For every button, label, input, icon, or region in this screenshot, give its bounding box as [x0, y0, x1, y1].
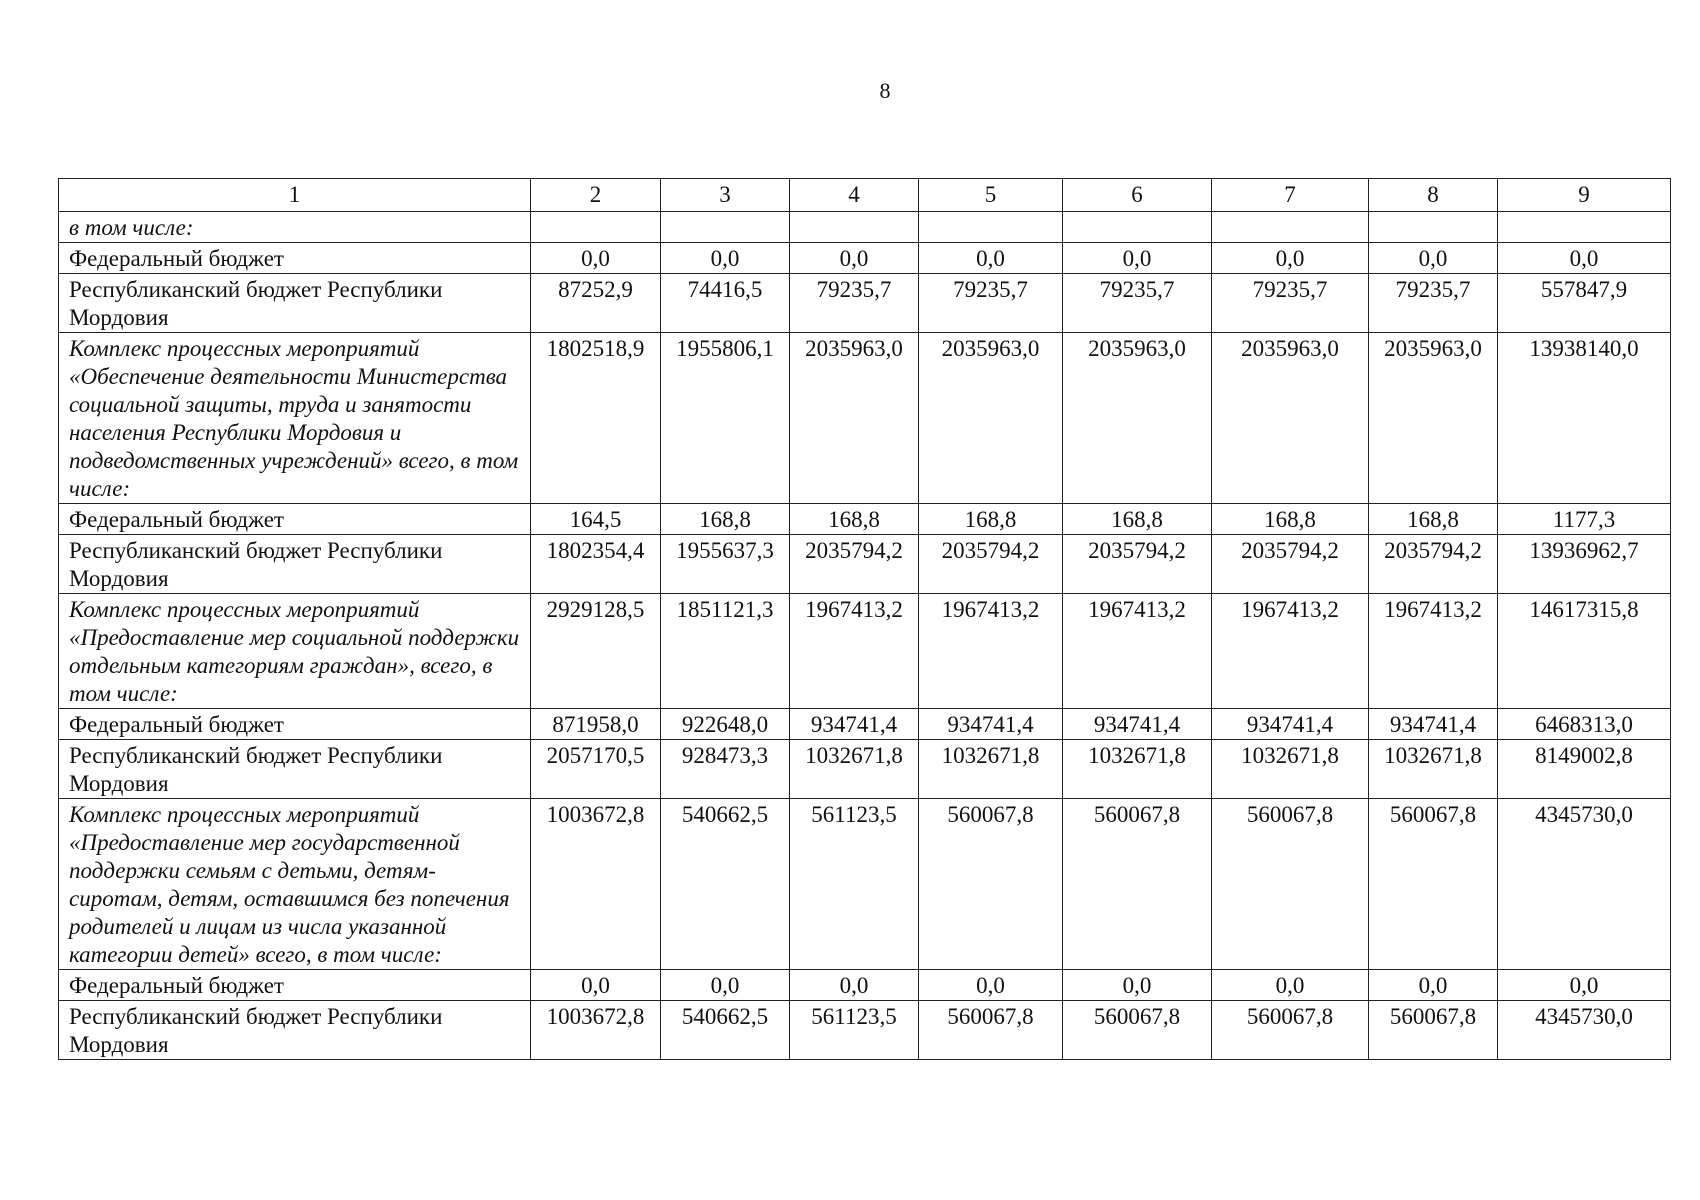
- value-cell: 1177,3: [1498, 504, 1671, 535]
- value-cell: 560067,8: [919, 1001, 1063, 1060]
- value-cell: 0,0: [919, 970, 1063, 1001]
- column-number: 9: [1498, 179, 1671, 212]
- value-cell: 0,0: [531, 243, 661, 274]
- value-cell: 2035794,2: [790, 535, 919, 594]
- budget-table: [58, 178, 1671, 1060]
- row-label: Федеральный бюджет: [59, 970, 531, 1001]
- value-cell: 0,0: [790, 970, 919, 1001]
- value-cell: 79235,7: [1212, 274, 1369, 333]
- value-cell: 2035794,2: [919, 535, 1063, 594]
- value-cell: 14617315,8: [1498, 594, 1671, 709]
- value-cell: 0,0: [919, 243, 1063, 274]
- row-label: Республиканский бюджет Республики Мордовия: [59, 274, 531, 333]
- value-cell: 540662,5: [661, 799, 790, 970]
- value-cell: 934741,4: [790, 709, 919, 740]
- value-cell: 560067,8: [1063, 799, 1212, 970]
- value-cell: 2035963,0: [1063, 333, 1212, 504]
- value-cell: 560067,8: [1369, 1001, 1498, 1060]
- value-cell: 560067,8: [1369, 799, 1498, 970]
- value-cell: 13938140,0: [1498, 333, 1671, 504]
- value-cell: 561123,5: [790, 799, 919, 970]
- value-cell: 1003672,8: [531, 799, 661, 970]
- value-cell: 168,8: [919, 504, 1063, 535]
- value-cell: 4345730,0: [1498, 799, 1671, 970]
- value-cell: 168,8: [1212, 504, 1369, 535]
- row-label: в том числе:: [59, 212, 531, 243]
- value-cell: 871958,0: [531, 709, 661, 740]
- value-cell: 561123,5: [790, 1001, 919, 1060]
- value-cell: 0,0: [661, 243, 790, 274]
- table-row: [59, 709, 1671, 740]
- value-cell: 1032671,8: [1212, 740, 1369, 799]
- value-cell: 168,8: [1369, 504, 1498, 535]
- value-cell: [790, 212, 919, 243]
- value-cell: 560067,8: [919, 799, 1063, 970]
- value-cell: 0,0: [1212, 970, 1369, 1001]
- value-cell: 540662,5: [661, 1001, 790, 1060]
- value-cell: 0,0: [1498, 970, 1671, 1001]
- value-cell: [531, 212, 661, 243]
- table-row: [59, 243, 1671, 274]
- value-cell: 2057170,5: [531, 740, 661, 799]
- value-cell: 74416,5: [661, 274, 790, 333]
- table-row: [59, 333, 1671, 504]
- row-label: Комплекс процессных мероприятий «Обеспечение деятельности Министерства социальной защиты, труда и занятости населения Республики Мордовия и подведомственных учреждений» всего, в том числе:: [59, 333, 531, 504]
- value-cell: 0,0: [790, 243, 919, 274]
- row-label: Комплекс процессных мероприятий «Предоставление мер социальной поддержки отдельным категориям граждан», всего, в том числе:: [59, 594, 531, 709]
- value-cell: 560067,8: [1063, 1001, 1212, 1060]
- table-row: [59, 535, 1671, 594]
- value-cell: 0,0: [661, 970, 790, 1001]
- value-cell: 0,0: [1212, 243, 1369, 274]
- table-row: [59, 212, 1671, 243]
- table-row: [59, 970, 1671, 1001]
- value-cell: 928473,3: [661, 740, 790, 799]
- column-number: 5: [919, 179, 1063, 212]
- value-cell: 79235,7: [1369, 274, 1498, 333]
- value-cell: 1802518,9: [531, 333, 661, 504]
- column-number: 8: [1369, 179, 1498, 212]
- value-cell: 0,0: [531, 970, 661, 1001]
- value-cell: [1212, 212, 1369, 243]
- column-number: 1: [59, 179, 531, 212]
- value-cell: 6468313,0: [1498, 709, 1671, 740]
- table-row: [59, 799, 1671, 970]
- row-label: Федеральный бюджет: [59, 709, 531, 740]
- value-cell: 2929128,5: [531, 594, 661, 709]
- value-cell: [1369, 212, 1498, 243]
- value-cell: 1851121,3: [661, 594, 790, 709]
- value-cell: 1967413,2: [790, 594, 919, 709]
- value-cell: 79235,7: [790, 274, 919, 333]
- value-cell: 934741,4: [1369, 709, 1498, 740]
- table-row: [59, 504, 1671, 535]
- value-cell: 1032671,8: [1063, 740, 1212, 799]
- value-cell: 2035963,0: [1212, 333, 1369, 504]
- value-cell: 560067,8: [1212, 1001, 1369, 1060]
- value-cell: 4345730,0: [1498, 1001, 1671, 1060]
- row-label: Федеральный бюджет: [59, 504, 531, 535]
- value-cell: 934741,4: [919, 709, 1063, 740]
- row-label: Комплекс процессных мероприятий «Предоставление мер государственной поддержки семьям с детьми, детям-сиротам, детям, оставшимся без попечения родителей и лицам из числа указанной категории детей» всего, в том числе:: [59, 799, 531, 970]
- value-cell: 1955806,1: [661, 333, 790, 504]
- value-cell: 1967413,2: [919, 594, 1063, 709]
- value-cell: 0,0: [1498, 243, 1671, 274]
- value-cell: 2035963,0: [790, 333, 919, 504]
- value-cell: [1063, 212, 1212, 243]
- value-cell: 79235,7: [919, 274, 1063, 333]
- value-cell: 1967413,2: [1063, 594, 1212, 709]
- value-cell: 1802354,4: [531, 535, 661, 594]
- value-cell: 168,8: [1063, 504, 1212, 535]
- value-cell: 164,5: [531, 504, 661, 535]
- row-label: Республиканский бюджет Республики Мордовия: [59, 1001, 531, 1060]
- value-cell: 0,0: [1369, 243, 1498, 274]
- value-cell: 2035963,0: [1369, 333, 1498, 504]
- value-cell: 934741,4: [1212, 709, 1369, 740]
- value-cell: 560067,8: [1212, 799, 1369, 970]
- value-cell: 1003672,8: [531, 1001, 661, 1060]
- column-number: 4: [790, 179, 919, 212]
- value-cell: 2035794,2: [1063, 535, 1212, 594]
- value-cell: 1032671,8: [919, 740, 1063, 799]
- value-cell: 0,0: [1063, 970, 1212, 1001]
- value-cell: 1032671,8: [1369, 740, 1498, 799]
- table-body: [59, 212, 1671, 1060]
- column-number: 3: [661, 179, 790, 212]
- row-label: Федеральный бюджет: [59, 243, 531, 274]
- column-number-row: [59, 179, 1671, 212]
- value-cell: 2035794,2: [1212, 535, 1369, 594]
- value-cell: 0,0: [1369, 970, 1498, 1001]
- value-cell: 934741,4: [1063, 709, 1212, 740]
- table-row: [59, 274, 1671, 333]
- value-cell: 557847,9: [1498, 274, 1671, 333]
- value-cell: 2035794,2: [1369, 535, 1498, 594]
- value-cell: 87252,9: [531, 274, 661, 333]
- page-number: 8: [879, 78, 891, 103]
- value-cell: 2035963,0: [919, 333, 1063, 504]
- value-cell: 1032671,8: [790, 740, 919, 799]
- value-cell: 13936962,7: [1498, 535, 1671, 594]
- column-number: 2: [531, 179, 661, 212]
- value-cell: 1967413,2: [1212, 594, 1369, 709]
- row-label: Республиканский бюджет Республики Мордовия: [59, 740, 531, 799]
- table-row: [59, 740, 1671, 799]
- row-label: Республиканский бюджет Республики Мордовия: [59, 535, 531, 594]
- table-row: [59, 1001, 1671, 1060]
- value-cell: [1498, 212, 1671, 243]
- value-cell: 168,8: [661, 504, 790, 535]
- column-number: 7: [1212, 179, 1369, 212]
- value-cell: 0,0: [1063, 243, 1212, 274]
- value-cell: 1967413,2: [1369, 594, 1498, 709]
- value-cell: 922648,0: [661, 709, 790, 740]
- value-cell: 1955637,3: [661, 535, 790, 594]
- column-number: 6: [1063, 179, 1212, 212]
- value-cell: [919, 212, 1063, 243]
- value-cell: 79235,7: [1063, 274, 1212, 333]
- value-cell: 168,8: [790, 504, 919, 535]
- value-cell: [661, 212, 790, 243]
- value-cell: 8149002,8: [1498, 740, 1671, 799]
- table-row: [59, 594, 1671, 709]
